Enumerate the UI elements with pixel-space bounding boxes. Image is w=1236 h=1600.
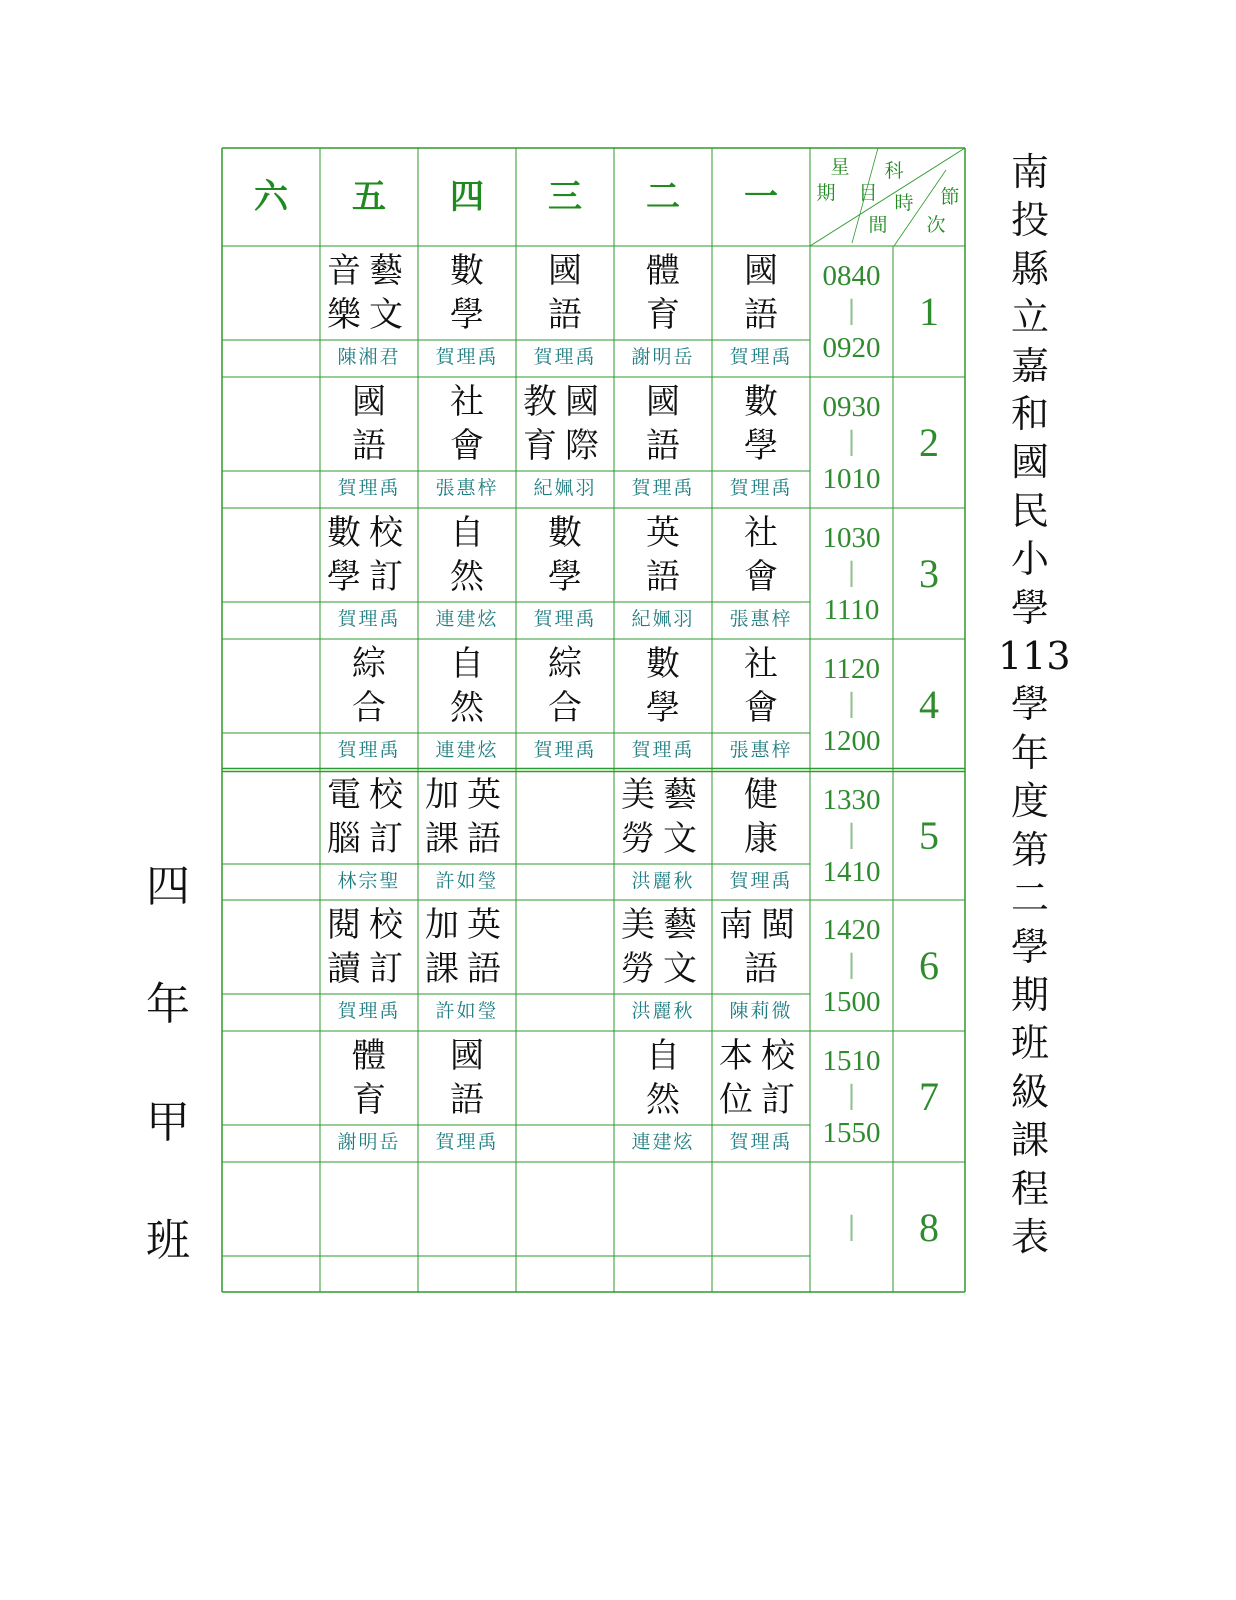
teacher-name: 賀理禹 xyxy=(533,346,597,368)
teacher-name: 賀理禹 xyxy=(435,346,499,368)
subject-line: 合 xyxy=(352,688,386,728)
subject-line: 自 xyxy=(450,513,484,553)
subject-line: 然 xyxy=(646,1080,680,1120)
subject-line xyxy=(614,1170,712,1214)
time-separator: | xyxy=(847,1212,856,1242)
subject-line: 合 xyxy=(548,688,582,728)
period-number: 3 xyxy=(919,551,939,596)
subject-line: 國 xyxy=(744,251,778,291)
subject-cell xyxy=(614,513,712,602)
subject-cell xyxy=(320,1170,418,1256)
subject-cell xyxy=(516,382,614,471)
title-char: 113 xyxy=(998,634,1071,679)
subject-cell xyxy=(222,1039,320,1125)
teacher-name: 謝明岳 xyxy=(631,346,695,368)
teacher-name: 陳莉微 xyxy=(729,1000,793,1022)
subject-line xyxy=(222,778,320,822)
subject-line: 學 xyxy=(744,426,778,466)
subject-line: 育 xyxy=(352,1080,386,1120)
corner-label-weekday: 期 xyxy=(816,182,836,204)
subject-line: 美藝 xyxy=(621,905,705,945)
subject-line: 學 xyxy=(450,295,484,335)
subject-line xyxy=(222,647,320,691)
teacher-name: 賀理禹 xyxy=(631,739,695,761)
subject-line xyxy=(516,908,614,952)
time-end: 1010 xyxy=(822,463,881,495)
subject-line: 讀訂 xyxy=(327,949,411,989)
teacher-name: 連建炫 xyxy=(435,739,499,761)
subject-line: 語 xyxy=(646,426,680,466)
subject-line xyxy=(418,1214,516,1258)
subject-cell xyxy=(418,251,516,340)
subject-line: 數 xyxy=(450,251,484,291)
subject-cell xyxy=(418,513,516,602)
subject-line: 學 xyxy=(646,688,680,728)
time-separator: | xyxy=(847,296,856,326)
teacher-name: 紀姵羽 xyxy=(533,477,597,499)
subject-cell xyxy=(712,1036,810,1125)
subject-line: 語 xyxy=(744,949,778,989)
subject-line xyxy=(222,560,320,604)
time-start: 1120 xyxy=(823,653,880,685)
title-char: 縣 xyxy=(1010,246,1049,291)
teacher-name: 賀理禹 xyxy=(533,608,597,630)
subject-cell xyxy=(614,775,712,864)
teacher-name: 陳湘君 xyxy=(337,346,401,368)
time-separator: | xyxy=(847,1081,856,1111)
subject-line: 社 xyxy=(744,513,778,553)
subject-line: 語 xyxy=(548,295,582,335)
subject-line: 勞文 xyxy=(621,819,705,859)
title-char: 學 xyxy=(1010,585,1049,630)
time-separator: | xyxy=(847,820,856,850)
subject-cell xyxy=(418,1036,516,1125)
subject-cell xyxy=(614,251,712,340)
teacher-name: 賀理禹 xyxy=(729,1131,793,1153)
subject-cell xyxy=(516,513,614,602)
subject-cell xyxy=(222,908,320,994)
teacher-name: 洪麗秋 xyxy=(631,870,695,892)
subject-line: 國 xyxy=(450,1036,484,1076)
subject-cell xyxy=(712,251,810,340)
time-separator: | xyxy=(847,558,856,588)
subject-line: 育 xyxy=(646,295,680,335)
title-char: 度 xyxy=(1010,779,1049,824)
title-char: 學 xyxy=(1010,924,1049,969)
teacher-name: 連建炫 xyxy=(631,1131,695,1153)
subject-line: 綜 xyxy=(548,644,582,684)
title-char: 學 xyxy=(1010,682,1049,727)
subject-line: 然 xyxy=(450,688,484,728)
subject-cell xyxy=(712,644,810,733)
subject-line: 綜 xyxy=(352,644,386,684)
subject-line: 美藝 xyxy=(621,775,705,815)
period-number: 1 xyxy=(919,289,939,334)
subject-cell xyxy=(712,775,810,864)
subject-line: 勞文 xyxy=(621,949,705,989)
subject-cell xyxy=(222,385,320,471)
class-char: 班 xyxy=(146,1215,190,1266)
subject-line xyxy=(222,429,320,473)
subject-line: 學 xyxy=(548,557,582,597)
title-char: 投 xyxy=(1010,198,1049,243)
time-separator: | xyxy=(847,950,856,980)
corner-label-weekday: 星 xyxy=(830,156,850,178)
time-start: 0840 xyxy=(822,260,881,292)
time-separator: | xyxy=(847,689,856,719)
subject-line: 加英 xyxy=(425,905,509,945)
day-header: 四 xyxy=(450,177,484,217)
subject-line: 會 xyxy=(744,557,778,597)
teacher-name: 林宗聖 xyxy=(337,870,401,892)
day-header: 三 xyxy=(548,177,582,217)
teacher-name: 連建炫 xyxy=(435,608,499,630)
time-separator: | xyxy=(847,427,856,457)
subject-line: 樂文 xyxy=(327,295,411,335)
subject-line: 育際 xyxy=(523,426,607,466)
subject-line: 英 xyxy=(646,513,680,553)
subject-line xyxy=(516,1039,614,1083)
subject-line: 學訂 xyxy=(327,557,411,597)
period-number: 7 xyxy=(919,1074,939,1119)
subject-line: 加英 xyxy=(425,775,509,815)
subject-line: 國 xyxy=(352,382,386,422)
subject-line: 會 xyxy=(744,688,778,728)
subject-cell xyxy=(614,1036,712,1125)
subject-line: 課語 xyxy=(425,819,509,859)
subject-line xyxy=(222,1170,320,1214)
subject-cell xyxy=(516,778,614,864)
subject-line: 自 xyxy=(450,644,484,684)
period-number: 2 xyxy=(919,420,939,465)
subject-line: 腦訂 xyxy=(327,819,411,859)
subject-cell xyxy=(418,644,516,733)
teacher-name: 謝明岳 xyxy=(337,1131,401,1153)
subject-line: 南閩 xyxy=(719,905,803,945)
subject-line xyxy=(222,1214,320,1258)
subject-line xyxy=(320,1170,418,1214)
subject-line xyxy=(516,952,614,996)
subject-line: 健 xyxy=(744,775,778,815)
class-char: 四 xyxy=(146,861,190,912)
title-char: 立 xyxy=(1010,295,1049,340)
subject-line: 社 xyxy=(450,382,484,422)
subject-cell xyxy=(320,644,418,733)
day-header: 一 xyxy=(744,177,778,217)
class-char: 年 xyxy=(146,979,190,1030)
subject-line xyxy=(222,254,320,298)
teacher-name: 賀理禹 xyxy=(729,477,793,499)
subject-line xyxy=(222,822,320,866)
period-number: 4 xyxy=(919,682,939,727)
teacher-name: 張惠梓 xyxy=(435,477,499,499)
subject-cell xyxy=(222,647,320,733)
subject-cell xyxy=(320,251,418,340)
subject-line xyxy=(614,1214,712,1258)
teacher-name: 賀理禹 xyxy=(337,1000,401,1022)
time-end: 1500 xyxy=(822,986,881,1018)
subject-line: 語 xyxy=(450,1080,484,1120)
teacher-name: 賀理禹 xyxy=(729,346,793,368)
title-char: 第 xyxy=(1010,827,1049,872)
subject-cell xyxy=(418,905,516,994)
subject-line: 國 xyxy=(646,382,680,422)
subject-line xyxy=(516,1083,614,1127)
subject-line xyxy=(222,908,320,952)
title-char: 嘉 xyxy=(1010,343,1049,388)
subject-line xyxy=(222,691,320,735)
day-header: 二 xyxy=(646,177,680,217)
time-start: 1030 xyxy=(822,522,881,554)
subject-line: 自 xyxy=(646,1036,680,1076)
subject-cell xyxy=(418,1170,516,1256)
title-char: 二 xyxy=(1010,876,1049,921)
subject-cell xyxy=(712,382,810,471)
corner-label-subject: 科 xyxy=(884,160,904,182)
subject-line: 位訂 xyxy=(719,1080,803,1120)
title-char: 南 xyxy=(1010,150,1049,194)
subject-line: 社 xyxy=(744,644,778,684)
corner-label-period: 節 xyxy=(940,186,960,208)
time-end: 1200 xyxy=(822,725,881,757)
subject-line xyxy=(320,1214,418,1258)
subject-line: 閱校 xyxy=(327,905,411,945)
subject-line: 體 xyxy=(352,1036,386,1076)
subject-cell xyxy=(320,905,418,994)
subject-line: 數 xyxy=(646,644,680,684)
subject-line xyxy=(222,1083,320,1127)
time-end: 1550 xyxy=(822,1117,881,1149)
title-char: 期 xyxy=(1010,972,1049,1017)
subject-cell xyxy=(712,1170,810,1256)
day-header: 六 xyxy=(254,177,288,217)
title-char: 課 xyxy=(1010,1118,1049,1163)
subject-cell xyxy=(516,251,614,340)
teacher-name: 賀理禹 xyxy=(337,608,401,630)
subject-cell xyxy=(516,1039,614,1125)
time-end: 1410 xyxy=(822,856,881,888)
corner-label-period: 次 xyxy=(926,214,946,236)
time-start: 1510 xyxy=(822,1045,881,1077)
subject-line: 國 xyxy=(548,251,582,291)
subject-line: 體 xyxy=(646,251,680,291)
subject-line xyxy=(712,1170,810,1214)
subject-line xyxy=(516,822,614,866)
corner-label-subject: 目 xyxy=(858,182,878,204)
teacher-name: 賀理禹 xyxy=(337,477,401,499)
subject-line xyxy=(222,298,320,342)
teacher-name: 賀理禹 xyxy=(435,1131,499,1153)
subject-line xyxy=(222,1039,320,1083)
subject-cell xyxy=(712,513,810,602)
teacher-name: 許如瑩 xyxy=(435,1000,499,1022)
subject-line: 語 xyxy=(744,295,778,335)
teacher-name: 賀理禹 xyxy=(533,739,597,761)
subject-line: 康 xyxy=(744,819,778,859)
subject-line xyxy=(222,516,320,560)
subject-line: 語 xyxy=(352,426,386,466)
subject-cell xyxy=(516,908,614,994)
subject-cell xyxy=(516,644,614,733)
subject-cell xyxy=(418,775,516,864)
class-char: 甲 xyxy=(146,1097,190,1148)
class-name-vertical xyxy=(138,862,198,1334)
corner-label-time: 間 xyxy=(868,214,888,236)
title-char: 級 xyxy=(1010,1069,1049,1114)
subject-cell xyxy=(614,382,712,471)
subject-cell xyxy=(320,1036,418,1125)
teacher-name: 賀理禹 xyxy=(729,870,793,892)
subject-cell xyxy=(614,1170,712,1256)
title-char: 程 xyxy=(1010,1166,1049,1211)
subject-line xyxy=(516,1170,614,1214)
subject-line xyxy=(222,385,320,429)
subject-cell xyxy=(516,1170,614,1256)
subject-line xyxy=(712,1214,810,1258)
subject-cell xyxy=(614,644,712,733)
subject-cell xyxy=(222,254,320,340)
title-char: 表 xyxy=(1010,1214,1049,1259)
subject-line xyxy=(516,1214,614,1258)
subject-line: 語 xyxy=(646,557,680,597)
subject-line xyxy=(418,1170,516,1214)
corner-label-time: 時 xyxy=(894,192,914,214)
period-number: 8 xyxy=(919,1205,939,1250)
subject-cell xyxy=(614,905,712,994)
school-title-vertical xyxy=(998,148,1071,1261)
subject-cell xyxy=(418,382,516,471)
time-end: 0920 xyxy=(822,332,881,364)
title-char: 年 xyxy=(1010,730,1049,775)
period-number: 5 xyxy=(919,813,939,858)
teacher-name: 賀理禹 xyxy=(337,739,401,761)
subject-cell xyxy=(320,382,418,471)
title-char: 民 xyxy=(1010,488,1049,533)
time-start: 0930 xyxy=(822,391,881,423)
subject-line: 數 xyxy=(744,382,778,422)
subject-cell xyxy=(320,775,418,864)
subject-line xyxy=(516,778,614,822)
period-number: 6 xyxy=(919,943,939,988)
subject-line: 課語 xyxy=(425,949,509,989)
teacher-name: 賀理禹 xyxy=(631,477,695,499)
teacher-name: 洪麗秋 xyxy=(631,1000,695,1022)
day-header: 五 xyxy=(352,177,386,217)
subject-line: 然 xyxy=(450,557,484,597)
time-start: 1420 xyxy=(822,914,881,946)
title-char: 國 xyxy=(1010,440,1049,485)
subject-cell xyxy=(222,778,320,864)
subject-cell xyxy=(320,513,418,602)
teacher-name: 張惠梓 xyxy=(729,739,793,761)
subject-line: 本校 xyxy=(719,1036,803,1076)
subject-line: 數 xyxy=(548,513,582,553)
subject-cell xyxy=(712,905,810,994)
teacher-name: 張惠梓 xyxy=(729,608,793,630)
time-start: 1330 xyxy=(822,784,881,816)
subject-line: 音藝 xyxy=(327,251,411,291)
subject-cell xyxy=(222,1170,320,1256)
time-end: 1110 xyxy=(823,594,880,626)
subject-line: 電校 xyxy=(327,775,411,815)
subject-line xyxy=(222,952,320,996)
teacher-name: 許如瑩 xyxy=(435,870,499,892)
title-char: 和 xyxy=(1010,392,1049,437)
title-char: 小 xyxy=(1010,537,1049,582)
title-char: 班 xyxy=(1010,1021,1049,1066)
subject-line: 會 xyxy=(450,426,484,466)
subject-cell xyxy=(222,516,320,602)
subject-line: 教國 xyxy=(523,382,607,422)
teacher-name: 紀姵羽 xyxy=(631,608,695,630)
subject-line: 數校 xyxy=(327,513,411,553)
